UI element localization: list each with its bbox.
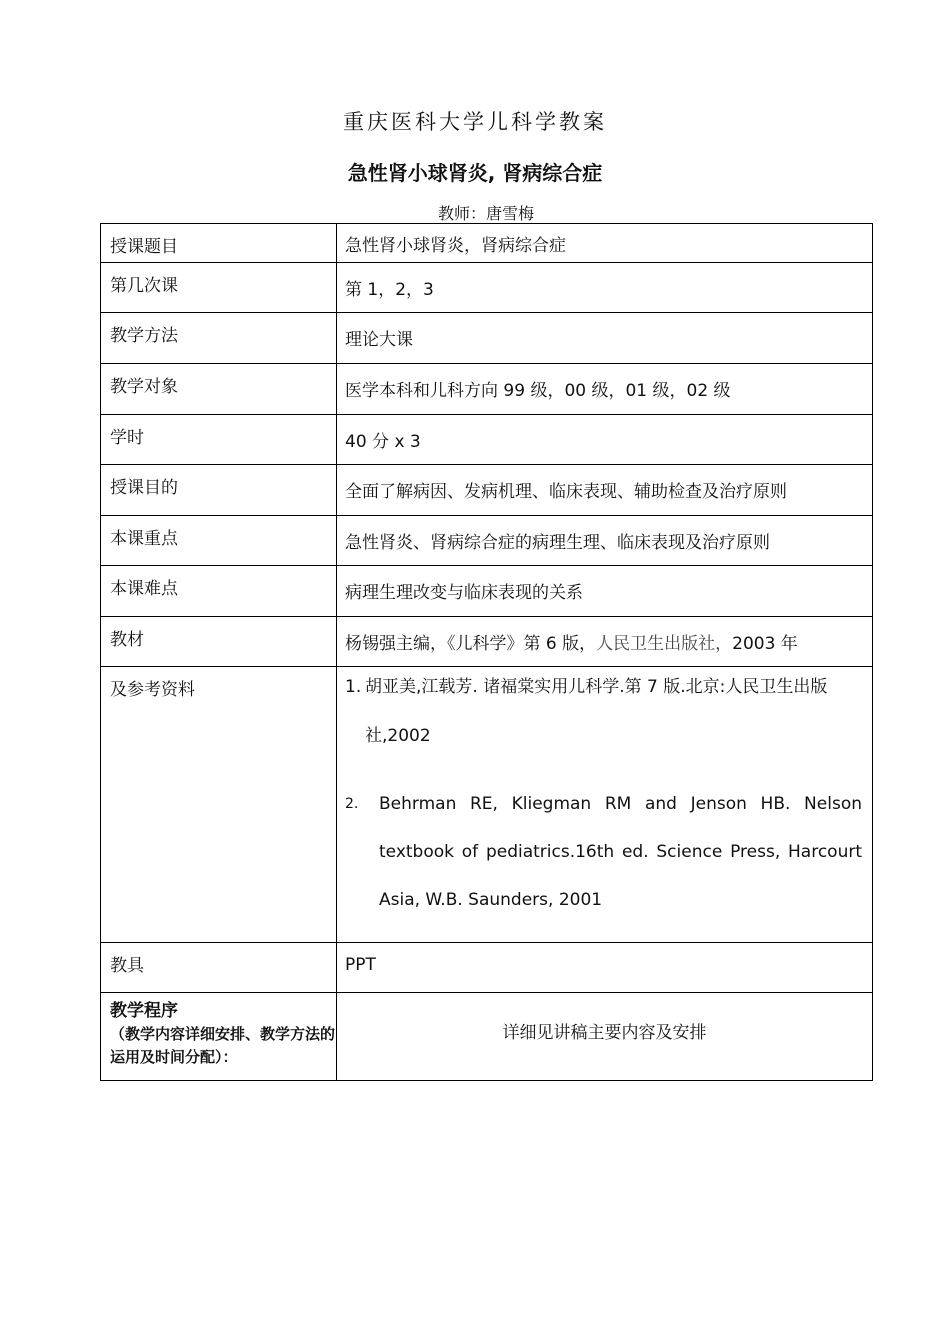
row-label-method: 教学方法 <box>101 313 337 364</box>
reference-number: 2. <box>345 796 359 812</box>
textbook-publisher: 人民卫生出版社， <box>596 634 733 654</box>
row-label-session: 第几次课 <box>101 263 337 313</box>
row-label-topic: 授课题目 <box>101 224 337 263</box>
table-row <box>101 516 873 566</box>
row-label-hours: 学时 <box>101 415 337 465</box>
table-row <box>101 313 873 364</box>
reference-number: 1. <box>345 677 362 697</box>
row-value-session: 第 1，2，3 <box>337 263 873 313</box>
reference-text: Behrman RE, Kliegman RM and Jenson HB. Nelson textbook of pediatrics.16th ed. Science Press, Harcourt Asia, W.B. Saunders, 2001 <box>379 794 862 910</box>
row-label-difficulties: 本课难点 <box>101 566 337 617</box>
procedure-value: 详细见讲稿主要内容及安排 <box>337 993 873 1081</box>
row-value-textbook <box>337 617 873 667</box>
textbook-main: 杨锡强主编，《儿科学》第 6 版， <box>345 634 597 654</box>
table-row <box>101 224 873 263</box>
table-row <box>101 566 873 617</box>
row-value-method: 理论大课 <box>337 313 873 364</box>
row-label-key-points: 本课重点 <box>101 516 337 566</box>
row-label-objective: 授课目的 <box>101 465 337 516</box>
reference-item <box>345 663 862 761</box>
row-label-references: 及参考资料 <box>101 667 337 943</box>
reference-item <box>345 780 862 924</box>
textbook-year: 2003 年 <box>732 634 798 654</box>
row-value-tools: PPT <box>337 943 873 993</box>
references-list <box>337 667 873 943</box>
table-row <box>101 667 873 943</box>
table-row <box>101 943 873 993</box>
row-value-objective: 全面了解病因、发病机理、临床表现、辅助检查及治疗原则 <box>337 465 873 516</box>
lesson-plan-table <box>100 223 873 1081</box>
lesson-title: 急性肾小球肾炎, 肾病综合症 <box>347 161 603 185</box>
table-row <box>101 263 873 313</box>
row-value-audience: 医学本科和儿科方向 99 级，00 级，01 级，02 级 <box>337 364 873 415</box>
row-value-difficulties: 病理生理改变与临床表现的关系 <box>337 566 873 617</box>
row-label-textbook: 教材 <box>101 617 337 667</box>
table-row <box>101 465 873 516</box>
row-label-audience: 教学对象 <box>101 364 337 415</box>
row-value-key-points: 急性肾炎、肾病综合症的病理生理、临床表现及治疗原则 <box>337 516 873 566</box>
table-row <box>101 993 873 1081</box>
table-row <box>101 617 873 667</box>
table-row <box>101 415 873 465</box>
teacher-name: 教师：唐雪梅 <box>437 204 534 223</box>
school-name: 重庆医科大学儿科学教案 <box>343 110 607 134</box>
reference-text: 胡亚美,江载芳. 诸福棠实用儿科学.第 7 版.北京:人民卫生出版社,2002 <box>365 677 828 746</box>
table-row <box>101 364 873 415</box>
row-label-tools: 教具 <box>101 943 337 993</box>
row-value-topic: 急性肾小球肾炎，肾病综合症 <box>337 224 873 263</box>
procedure-label: 教学程序 <box>110 1001 178 1021</box>
procedure-label-cell <box>101 993 337 1081</box>
procedure-sub-label: （教学内容详细安排、教学方法的运用及时间分配）： <box>110 1025 336 1066</box>
row-value-hours: 40 分 x 3 <box>337 415 873 465</box>
